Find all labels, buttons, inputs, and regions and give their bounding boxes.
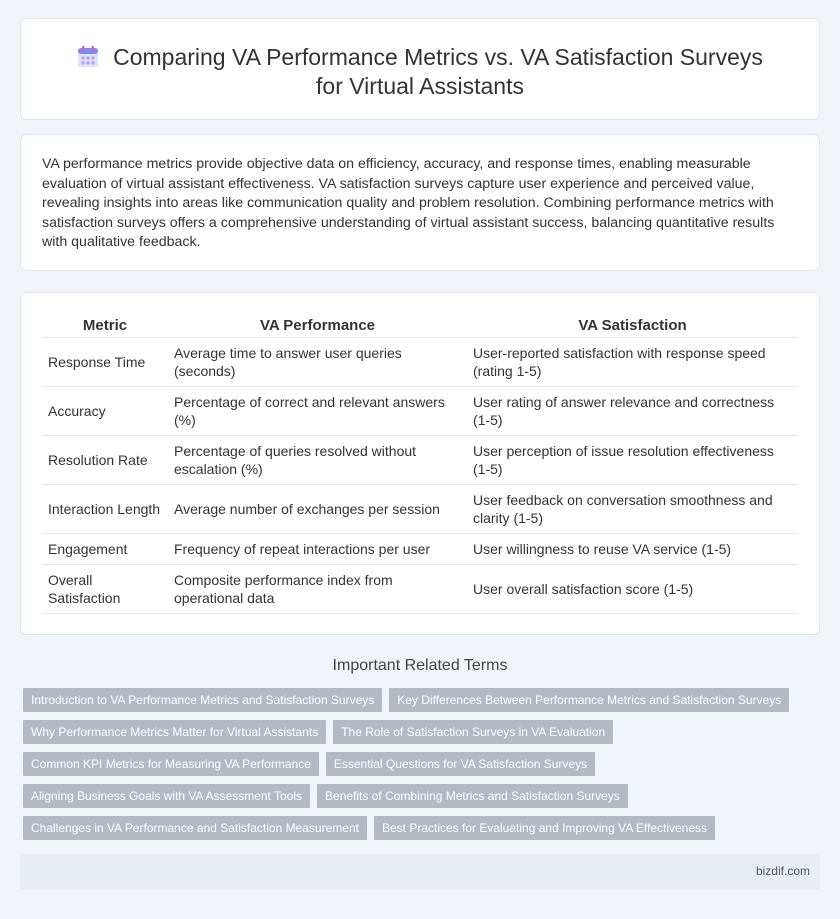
related-term-tag[interactable]: Introduction to VA Performance Metrics and Satisfaction Surveys bbox=[23, 688, 382, 712]
related-term-tag[interactable]: Benefits of Combining Metrics and Satisfaction Surveys bbox=[317, 784, 628, 808]
metric-cell: Overall Satisfaction bbox=[42, 564, 168, 613]
footer bbox=[20, 854, 820, 889]
metric-cell: Engagement bbox=[42, 533, 168, 564]
performance-cell: Percentage of correct and relevant answers (%) bbox=[168, 386, 467, 435]
header-va-performance: VA Performance bbox=[168, 313, 467, 337]
comparison-table-card bbox=[20, 292, 820, 635]
table-row bbox=[42, 564, 798, 613]
related-term-tag[interactable]: Challenges in VA Performance and Satisfaction Measurement bbox=[23, 816, 367, 840]
related-term-tag[interactable]: Why Performance Metrics Matter for Virtual Assistants bbox=[23, 720, 326, 744]
title-line-1: Comparing VA Performance Metrics vs. VA Satisfaction Surveys bbox=[113, 44, 763, 70]
satisfaction-cell: User willingness to reuse VA service (1-5) bbox=[467, 533, 798, 564]
related-term-tag[interactable]: Essential Questions for VA Satisfaction Surveys bbox=[326, 752, 595, 776]
page-title bbox=[21, 43, 819, 101]
table-row bbox=[42, 484, 798, 533]
header-card bbox=[20, 18, 820, 120]
comparison-table bbox=[42, 313, 798, 614]
satisfaction-cell: User rating of answer relevance and correctness (1-5) bbox=[467, 386, 798, 435]
performance-cell: Frequency of repeat interactions per user bbox=[168, 533, 467, 564]
related-term-tag[interactable]: Common KPI Metrics for Measuring VA Performance bbox=[23, 752, 319, 776]
metric-cell: Response Time bbox=[42, 337, 168, 386]
calendar-icon bbox=[77, 46, 99, 68]
table-header-row bbox=[42, 313, 798, 337]
intro-text: VA performance metrics provide objective data on efficiency, accuracy, and response times, enabling measurable evaluation of virtual assistant effectiveness. VA satisfaction surveys capture user experience and perceived value, revealing insights into areas like communication quality and problem resolution. Combining performance metrics with satisfaction surveys offers a comprehensive understanding of virtual assistant success, balancing quantitative results with qualitative feedback. bbox=[42, 156, 775, 250]
related-term-tag[interactable]: Best Practices for Evaluating and Improving VA Effectiveness bbox=[374, 816, 715, 840]
title-line-2: for Virtual Assistants bbox=[316, 73, 524, 99]
related-terms-title: Important Related Terms bbox=[332, 657, 508, 674]
related-term-tag[interactable]: Aligning Business Goals with VA Assessment Tools bbox=[23, 784, 310, 808]
intro-card bbox=[20, 134, 820, 271]
header-metric: Metric bbox=[42, 313, 168, 337]
satisfaction-cell: User perception of issue resolution effectiveness (1-5) bbox=[467, 435, 798, 484]
satisfaction-cell: User overall satisfaction score (1-5) bbox=[467, 564, 798, 613]
performance-cell: Composite performance index from operational data bbox=[168, 564, 467, 613]
metric-cell: Interaction Length bbox=[42, 484, 168, 533]
related-term-tag[interactable]: Key Differences Between Performance Metrics and Satisfaction Surveys bbox=[389, 688, 789, 712]
metric-cell: Accuracy bbox=[42, 386, 168, 435]
header-va-satisfaction: VA Satisfaction bbox=[467, 313, 798, 337]
footer-brand[interactable]: bizdif.com bbox=[755, 864, 810, 878]
performance-cell: Average number of exchanges per session bbox=[168, 484, 467, 533]
table-row bbox=[42, 337, 798, 386]
metric-cell: Resolution Rate bbox=[42, 435, 168, 484]
table-row bbox=[42, 386, 798, 435]
performance-cell: Average time to answer user queries (seconds) bbox=[168, 337, 467, 386]
satisfaction-cell: User feedback on conversation smoothness and clarity (1-5) bbox=[467, 484, 798, 533]
related-term-tag[interactable]: The Role of Satisfaction Surveys in VA Evaluation bbox=[333, 720, 613, 744]
table-row bbox=[42, 533, 798, 564]
table-row bbox=[42, 435, 798, 484]
performance-cell: Percentage of queries resolved without escalation (%) bbox=[168, 435, 467, 484]
related-terms-list bbox=[23, 688, 803, 848]
satisfaction-cell: User-reported satisfaction with response speed (rating 1-5) bbox=[467, 337, 798, 386]
